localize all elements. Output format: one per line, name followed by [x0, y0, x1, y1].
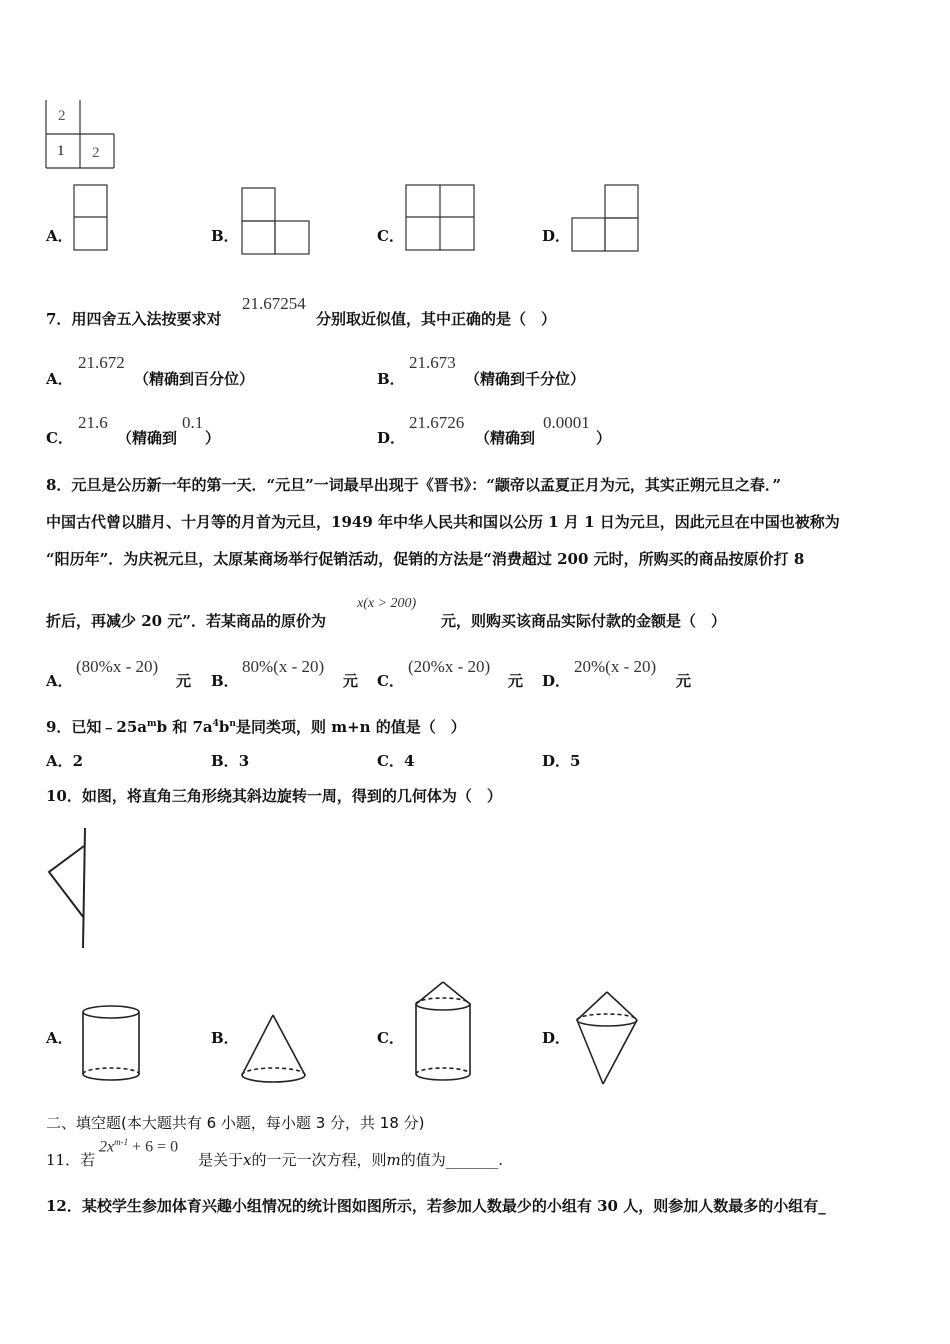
- q9-option-d[interactable]: D．5: [542, 752, 581, 770]
- q10-stem: 10．如图，将直角三角形绕其斜边旋转一周，得到的几何体为（ ）: [46, 787, 502, 805]
- q7-option-b-note: （精确到千分位）: [465, 370, 586, 388]
- q10-option-d-label[interactable]: D．: [542, 1029, 571, 1047]
- q8-option-d-expr: 20%(x - 20): [574, 657, 657, 676]
- q11-stem-rest: 是关于x的一元一次方程，则m的值为_______.: [198, 1151, 504, 1169]
- q12-stem: 12．某校学生参加体育兴趣小组情况的统计图如图所示，若参加人数最少的小组有 30 人，则参加人数最多的小组有_: [46, 1197, 826, 1215]
- q8-line-3: “阳历年”．为庆祝元旦，太原某商场举行促销活动，促销的方法是“消费超过 200 元时，所购买的商品按原价打 8: [46, 550, 805, 568]
- q7-option-a-note: （精确到百分位）: [134, 370, 255, 388]
- q8-option-b-unit: 元: [343, 672, 359, 690]
- q7-option-c-note-close: ）: [205, 429, 221, 447]
- q10-option-a-label[interactable]: A．: [46, 1029, 73, 1047]
- q7-stem: 7．用四舍五入法按要求对: [46, 310, 222, 328]
- q8-line-4-suffix: 元，则购买该商品实际付款的金额是（ ）: [441, 612, 727, 630]
- q8-option-a-unit: 元: [176, 672, 192, 690]
- q6-option-c-label[interactable]: C．: [377, 227, 404, 245]
- q8-option-c-expr: (20%x - 20): [408, 657, 491, 676]
- q7-option-d-note-close: ）: [596, 429, 612, 447]
- q8-option-c-unit: 元: [508, 672, 524, 690]
- q8-line-1: 8．元旦是公历新一年的第一天．“元旦”一词最早出现于《晋书》：“颛帝以孟夏正月为元，其实正朔元旦之春．”: [46, 476, 781, 494]
- q8-option-b-expr: 80%(x - 20): [242, 657, 325, 676]
- section-2-title: 二、填空题(本大题共有 6 小题，每小题 3 分，共 18 分): [46, 1114, 425, 1132]
- q7-stem-suffix: 分别取近似值，其中正确的是（ ）: [316, 310, 557, 328]
- q8-option-c-label[interactable]: C．: [377, 672, 404, 690]
- q7-option-c-value: 21.6: [78, 413, 108, 432]
- q8-option-d-label[interactable]: D．: [542, 672, 571, 690]
- q7-option-c-label[interactable]: C．: [46, 429, 73, 447]
- q9-option-c[interactable]: C．4: [377, 752, 415, 770]
- q7-value: 21.67254: [242, 294, 306, 313]
- q6-option-b-label[interactable]: B．: [211, 227, 239, 245]
- q7-option-a-value: 21.672: [78, 353, 125, 372]
- q11-number: 11．若: [46, 1151, 96, 1169]
- q7-option-c-note-open: （精确到: [117, 429, 178, 447]
- grid-cell-top: 2: [58, 108, 66, 124]
- q9-option-b[interactable]: B．3: [211, 752, 250, 770]
- q8-option-d-unit: 元: [676, 672, 692, 690]
- q7-option-b-label[interactable]: B．: [377, 370, 405, 388]
- q8-line-4-math: x(x > 200): [357, 596, 417, 611]
- grid-cell-bottom-right: 2: [92, 145, 100, 161]
- q8-line-2: 中国古代曾以腊月、十月等的月首为元旦，1949 年中华人民共和国以公历 1 月 1 日为元旦，因此元旦在中国也被称为: [46, 513, 840, 531]
- q8-option-b-label[interactable]: B．: [211, 672, 239, 690]
- q8-line-4-prefix: 折后，再减少 20 元”．若某商品的原价为: [46, 612, 326, 630]
- q7-option-d-note-open: （精确到: [475, 429, 536, 447]
- q7-option-c-precision: 0.1: [182, 413, 204, 432]
- q7-option-d-label[interactable]: D．: [377, 429, 406, 447]
- q7-option-b-value: 21.673: [409, 353, 456, 372]
- q10-option-b-label[interactable]: B．: [211, 1029, 239, 1047]
- q7-option-d-value: 21.6726: [409, 413, 465, 432]
- q11-equation: $2x^{m-1} + 6 = 0$: [99, 1137, 179, 1156]
- q8-option-a-label[interactable]: A．: [46, 672, 73, 690]
- q9-option-a[interactable]: A．2: [46, 752, 84, 770]
- q7-option-a-label[interactable]: A．: [46, 370, 73, 388]
- q8-option-a-expr: (80%x - 20): [76, 657, 159, 676]
- q9-stem: 9．已知$﹣25a^mb$ 和 $7a^4b^n$是同类项，则 m+n 的值是（ ）: [46, 718, 466, 736]
- q6-option-d-label[interactable]: D．: [542, 227, 571, 245]
- grid-cell-bottom-left: 1: [57, 143, 65, 159]
- q7-option-d-precision: 0.0001: [543, 413, 590, 432]
- q6-option-a-label[interactable]: A．: [46, 227, 73, 245]
- q10-option-c-label[interactable]: C．: [377, 1029, 404, 1047]
